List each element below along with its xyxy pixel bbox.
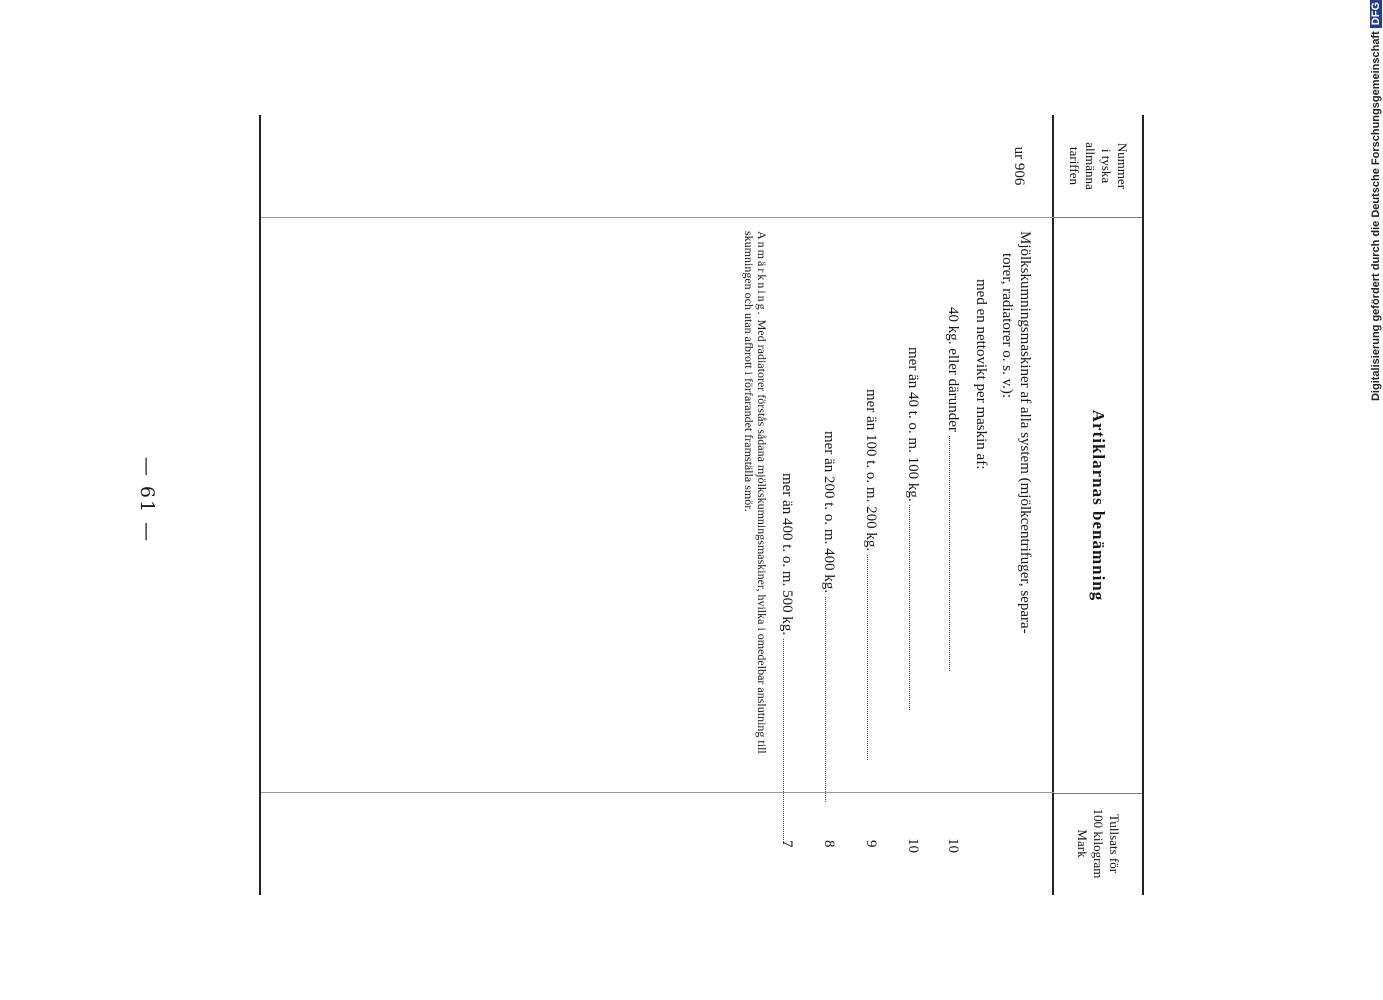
header-article (1054, 217, 1142, 794)
dot-leader (825, 597, 838, 802)
row-label (778, 473, 796, 844)
header-rate-line: 100 kilogram (1091, 808, 1106, 879)
header-rate-line: Tullsats för (1107, 813, 1122, 874)
rate-value: 7 (779, 840, 795, 848)
header-number-line: Nummer (1115, 142, 1130, 190)
row-label-text: mer än 200 t. o. m. 400 kg. (821, 431, 837, 594)
row-label (944, 307, 962, 671)
header-rate-line: Mark (1075, 829, 1090, 858)
intro-line-3: med en nettovikt per maskin af: (973, 279, 989, 470)
table-body (259, 115, 1054, 895)
note-title: Anmärkning. (755, 231, 769, 317)
rate-value: 10 (945, 838, 961, 853)
row-label (820, 431, 838, 802)
header-number-line: allmänna (1083, 142, 1098, 190)
note-text: Med radiatorer förstås sådana mjölkskumningsmaskiner, hvilka i omedelbar anslutning till skumningen och utan afbrott i förfarandet framställa smör. (742, 231, 769, 754)
row-label-text: mer än 100 t. o. m. 200 kg. (863, 389, 879, 552)
intro-line-2: torer, radiatorer o. s. v.): (999, 253, 1015, 399)
table-header (1052, 115, 1144, 895)
row-label-text: mer än 40 t. o. m. 100 kg. (905, 347, 921, 502)
rate-value: 8 (821, 840, 837, 848)
header-number (1054, 115, 1142, 217)
row-label-text: 40 kg. eller därunder (945, 307, 961, 432)
dot-leader (867, 555, 880, 760)
dot-leader (909, 505, 922, 710)
tariff-number: ur 906 (1011, 146, 1027, 186)
header-number-line: tariffen (1067, 146, 1082, 186)
header-article-label: Artiklarnas benämning (1089, 409, 1108, 602)
note (742, 231, 768, 771)
rate-value: 10 (905, 838, 921, 853)
digitization-note-text: Digitalisierung gefördert durch die Deutsche Forschungsgemeinschaft (1370, 31, 1382, 402)
intro-line-1: Mjölkskumningsmaskiner af alla system (mjölkcentrifuger, separa- (1017, 231, 1033, 634)
row-label-text: mer än 400 t. o. m. 500 kg. (779, 473, 795, 636)
dfg-logo: DFG (1370, 0, 1382, 28)
digitization-note (1370, 0, 1382, 401)
header-number-line: i tyska (1099, 148, 1114, 184)
column-divider (261, 792, 1054, 793)
rate-value: 9 (863, 840, 879, 848)
header-rate (1054, 792, 1142, 895)
row-label (862, 389, 880, 760)
dot-leader (949, 436, 962, 671)
dot-leader (783, 639, 796, 844)
tariff-table (259, 115, 1144, 895)
row-label (904, 347, 922, 710)
column-divider (261, 217, 1054, 218)
page-number: — 61 — (136, 456, 158, 544)
